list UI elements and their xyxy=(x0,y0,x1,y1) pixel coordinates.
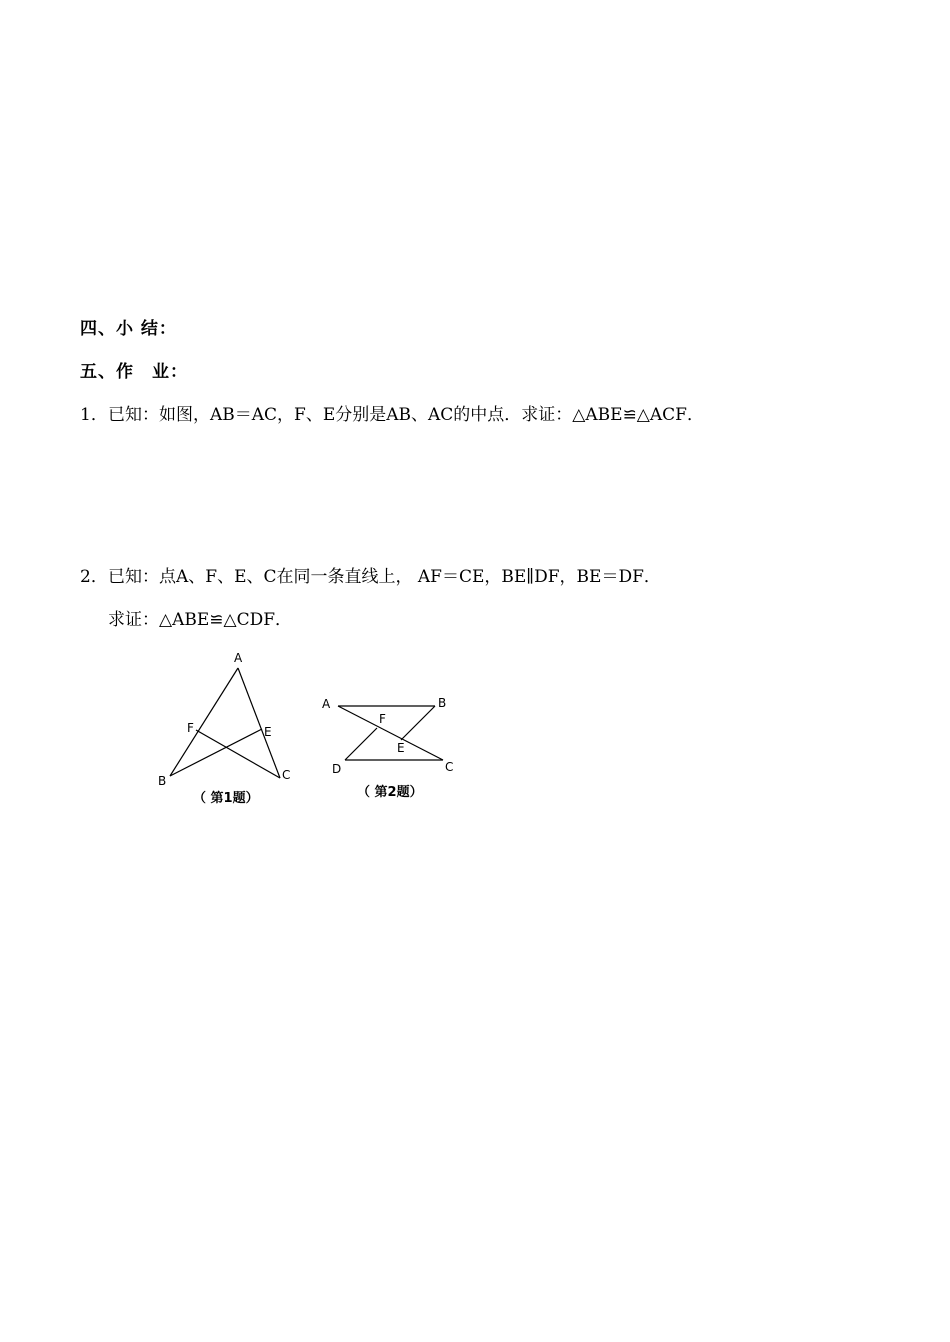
fig2-label-b: B xyxy=(438,696,447,710)
fig1-label-e: E xyxy=(264,725,272,739)
fig1-segment-ab xyxy=(170,668,238,776)
figure-1-diagram xyxy=(155,648,305,813)
fig1-label-f: F xyxy=(187,721,194,735)
fig1-label-a: A xyxy=(234,651,243,665)
fig1-label-b: B xyxy=(158,774,167,788)
fig2-label-d: D xyxy=(332,762,342,776)
fig2-label-a: A xyxy=(322,697,331,711)
problem-1 xyxy=(80,404,704,426)
problem-2-number: 2． xyxy=(80,567,108,587)
fig2-label-f: F xyxy=(379,712,386,726)
fig1-label-c: C xyxy=(282,768,291,782)
fig1-segment-be xyxy=(170,729,262,776)
fig2-segment-df xyxy=(345,728,377,760)
fig1-caption: （ 第1题） xyxy=(193,791,259,806)
section-homework-heading: 五、作 业： xyxy=(80,362,188,382)
section-summary-heading: 四、小 结： xyxy=(80,319,177,339)
problem-2-prove: 求证：△ABE≌△CDF． xyxy=(108,610,293,630)
fig2-label-e: E xyxy=(397,741,405,755)
problem-1-number: 1． xyxy=(80,405,108,425)
fig2-segment-be xyxy=(401,706,435,740)
problem-1-text: 已知：如图，AB＝AC，F、E分别是AB、AC的中点．求证：△ABE≌△ACF． xyxy=(108,405,704,425)
problem-2-text: 已知：点A、F、E、C在同一条直线上， AF＝CE，BE∥DF，BE＝DF． xyxy=(108,567,661,587)
problem-2 xyxy=(80,566,661,588)
fig2-label-c: C xyxy=(445,760,454,774)
fig1-segment-ac xyxy=(238,668,280,778)
figure-2-diagram xyxy=(315,690,475,810)
fig2-caption: （ 第2题） xyxy=(357,785,423,800)
